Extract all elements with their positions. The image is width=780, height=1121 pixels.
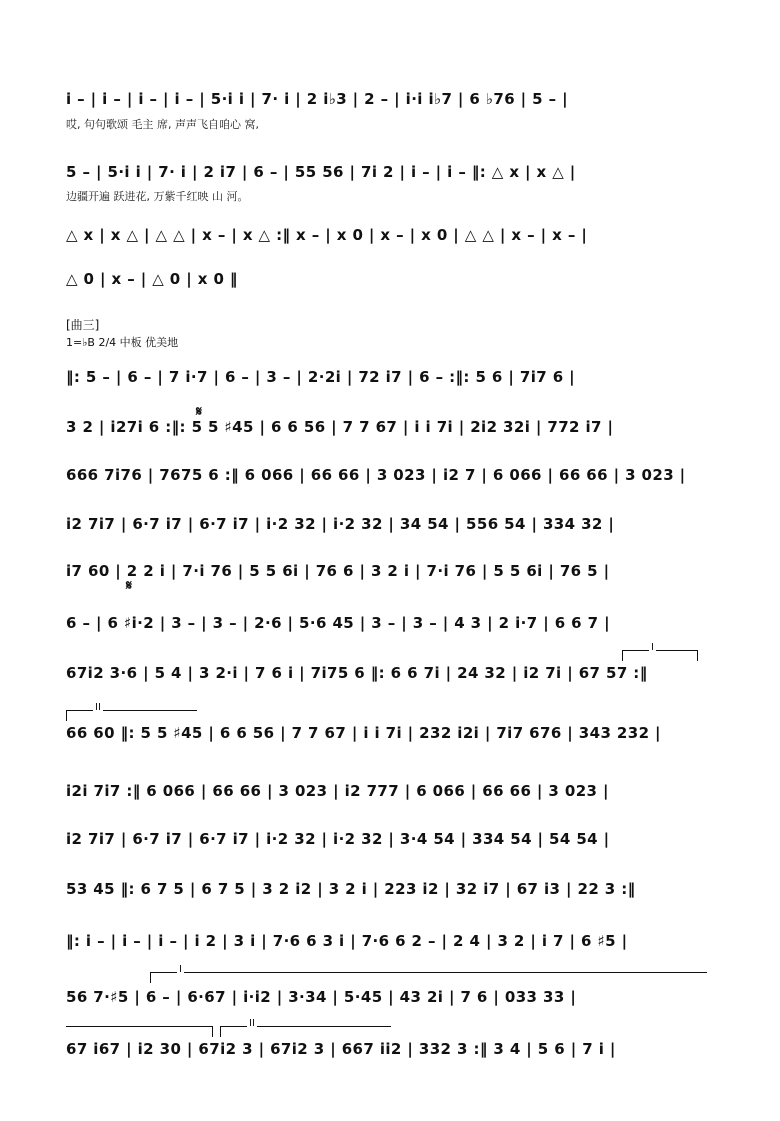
lyrics-line-1: 哎, 句句歌颂 毛主 席, 声声飞自咱心 窝, xyxy=(66,118,259,131)
score-line-16: ‖: i – | i – | i – | i 2 | 3 i | 7·6 6 3 i | 7·6 6 2 – | 2 4 | 3 2 | i 7 | 6 ♯5 | xyxy=(66,932,628,950)
volta-2-label: II xyxy=(95,702,101,713)
score-line-14: i2 7i7 | 6·7 i7 | 6·7 i7 | i·2 32 | i·2 32 | 3·4 54 | 334 54 | 54 54 | xyxy=(66,830,610,848)
score-line-9: i7 60 | 2 2 i | 7·i 76 | 5 5 6i | 76 6 | 3 2 i | 7·i 76 | 5 5 6i | 76 5 | xyxy=(66,562,610,580)
score-line-5: ‖: 5 – | 6 – | 7 i·7 | 6 – | 3 – | 2·2i | 72 i7 | 6 – :‖: 5 6 | 7i7 6 | xyxy=(66,368,576,386)
score-line-12: 66 60 ‖: 5 5 ♯45 | 6 6 56 | 7 7 67 | i i 7i | 232 i2i | 7i7 676 | 343 232 | xyxy=(66,724,661,742)
segno-mark-2: 𝄋 xyxy=(126,578,133,594)
score-line-10: 6 – | 6 ♯i·2 | 3 – | 3 – | 2·6 | 5·6 45 | 3 – | 3 – | 4 3 | 2 i·7 | 6 6 7 | xyxy=(66,614,610,632)
volta-2b-bracket xyxy=(220,1018,391,1037)
volta-1b-bracket xyxy=(150,964,707,983)
score-line-6: 3 2 | i27i 6 :‖: 5 5 ♯45 | 6 6 56 | 7 7 67 | i i 7i | 2i2 32i | 772 i7 | xyxy=(66,418,614,436)
score-line-7: 666 7i76 | 7675 6 :‖ 6 066 | 66 66 | 3 023 | i2 7 | 6 066 | 66 66 | 3 023 | xyxy=(66,466,686,484)
score-line-13: i2i 7i7 :‖ 6 066 | 66 66 | 3 023 | i2 777 | 6 066 | 66 66 | 3 023 | xyxy=(66,782,609,800)
score-line-8: i2 7i7 | 6·7 i7 | 6·7 i7 | i·2 32 | i·2 32 | 34 54 | 556 54 | 334 32 | xyxy=(66,515,615,533)
volta-2b-label: II xyxy=(249,1018,255,1029)
score-line-17: 56 7·♯5 | 6 – | 6·67 | i·i2 | 3·34 | 5·45 | 43 2i | 7 6 | 033 33 | xyxy=(66,988,577,1006)
segno-mark: 𝄋 xyxy=(196,404,203,420)
score-line-18: 67 i67 | i2 30 | 67i2 3 | 67i2 3 | 667 ii2 | 332 3 :‖ 3 4 | 5 6 | 7 i | xyxy=(66,1040,616,1058)
volta-2-bracket xyxy=(66,702,197,721)
lyrics-line-2: 边疆开遍 跃进花, 万紫千红映 山 河。 xyxy=(66,190,249,203)
score-line-2: 5 – | 5·i i | 7· i | 2 i7 | 6 – | 55 56 | 7i 2 | i – | i – ‖: △ x | x △ | xyxy=(66,163,576,181)
score-line-4: △ 0 | x – | △ 0 | x 0 ‖ xyxy=(66,270,238,288)
key-tempo: 1=♭B 2/4 中板 优美地 xyxy=(66,336,179,349)
section-title: [曲三] xyxy=(66,318,100,332)
score-line-3: △ x | x △ | △ △ | x – | x △ :‖ x – | x 0 | x – | x 0 | △ △ | x – | x – | xyxy=(66,226,588,244)
score-line-15: 53 45 ‖: 6 7 5 | 6 7 5 | 3 2 i2 | 3 2 i | 223 i2 | 32 i7 | 67 i3 | 22 3 :‖ xyxy=(66,880,636,898)
volta-1-label: I xyxy=(651,642,654,653)
volta-1b-label: I xyxy=(179,964,182,975)
score-line-11: 67i2 3·6 | 5 4 | 3 2·i | 7 6 i | 7i75 6 ‖: 6 6 7i | 24 32 | i2 7i | 67 57 :‖ xyxy=(66,664,648,682)
score-line-1: i – | i – | i – | i – | 5·i i | 7· i | 2 i♭3 | 2 – | i·i i♭7 | 6 ♭76 | 5 – | xyxy=(66,90,569,108)
volta-1-bracket xyxy=(622,642,698,661)
volta-1b-end xyxy=(66,1026,213,1037)
